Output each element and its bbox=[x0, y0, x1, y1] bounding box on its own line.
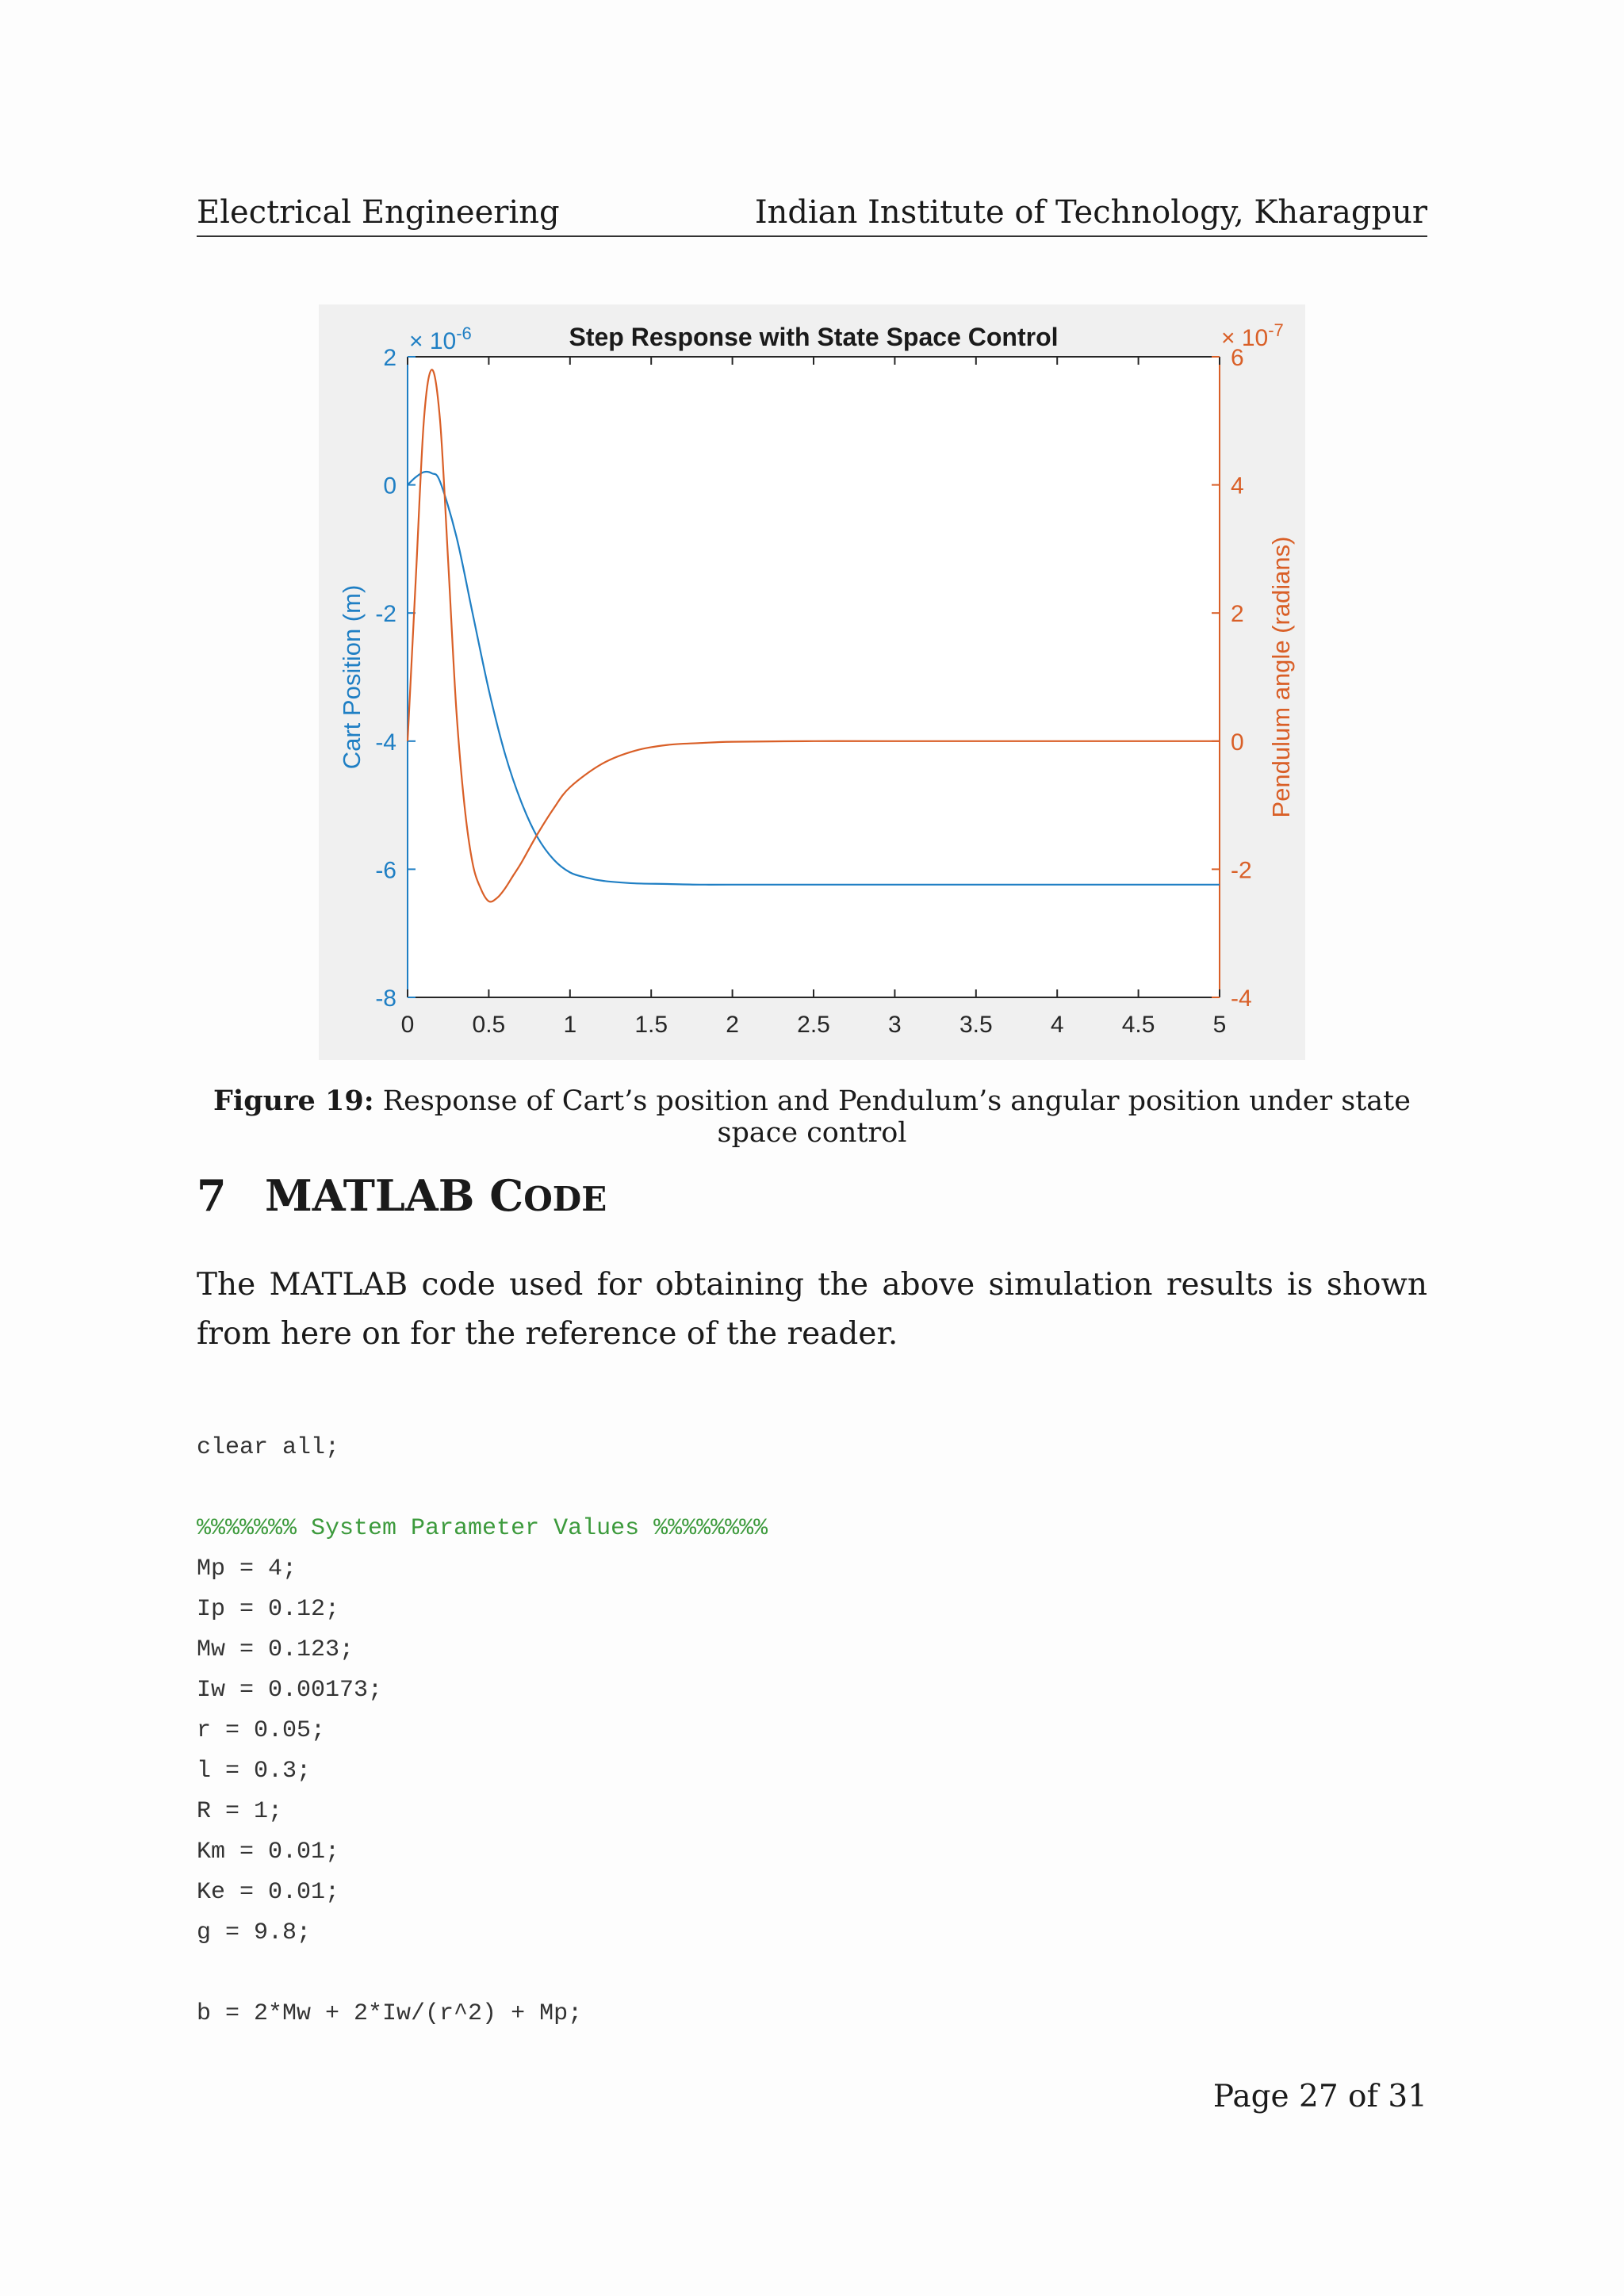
y-left-tick-label: -8 bbox=[375, 985, 396, 1012]
x-tick-label: 4.5 bbox=[1121, 1012, 1155, 1038]
code-line: Mw = 0.123; bbox=[197, 1636, 354, 1663]
x-tick-label: 1.5 bbox=[634, 1012, 668, 1038]
y-right-tick-label: 2 bbox=[1231, 601, 1244, 628]
x-tick-label: 2 bbox=[726, 1012, 739, 1038]
y-right-tick-label: 6 bbox=[1231, 345, 1244, 371]
plot-area bbox=[408, 357, 1220, 997]
code-line: Iw = 0.00173; bbox=[197, 1677, 383, 1704]
y-right-tick-label: -2 bbox=[1231, 857, 1252, 884]
y-right-label: Pendulum angle (radians) bbox=[1267, 536, 1295, 818]
code-line: g = 9.8; bbox=[197, 1919, 312, 1946]
y-right-tick-label: 0 bbox=[1231, 729, 1244, 756]
y-right-tick-label: 4 bbox=[1231, 473, 1244, 499]
figure-19 bbox=[319, 304, 1305, 1060]
x-tick-label: 0.5 bbox=[472, 1012, 506, 1038]
section-title-main: MATLAB C bbox=[265, 1170, 524, 1221]
section-heading bbox=[197, 1170, 607, 1221]
code-comment-line: %%%%%%% System Parameter Values %%%%%%%% bbox=[197, 1515, 768, 1542]
page-header bbox=[197, 194, 1427, 237]
y-left-tick-label: -6 bbox=[375, 857, 396, 884]
caption-text: Response of Cart’s position and Pendulum’s angular position under state space control bbox=[373, 1085, 1411, 1149]
header-department: Electrical Engineering bbox=[197, 194, 560, 231]
x-tick-label: 4 bbox=[1050, 1012, 1064, 1038]
code-line: b = 2*Mw + 2*Iw/(r^2) + Mp; bbox=[197, 2000, 583, 2027]
figure-caption bbox=[197, 1085, 1427, 1149]
y-right-exponent: × $10^{-7}$ bbox=[1221, 320, 1284, 351]
x-tick-label: 3.5 bbox=[959, 1012, 993, 1038]
code-line: Ke = 0.01; bbox=[197, 1879, 340, 1906]
y-left-label: Cart Position (m) bbox=[338, 584, 366, 770]
code-line: Ip = 0.12; bbox=[197, 1596, 340, 1623]
page-number: Page 27 of 31 bbox=[1212, 2079, 1427, 2114]
section-number: 7 bbox=[197, 1170, 227, 1221]
x-tick-label: 5 bbox=[1212, 1012, 1227, 1038]
code-line: R = 1; bbox=[197, 1798, 283, 1825]
intro-paragraph: The MATLAB code used for obtaining the above simulation results is shown from here on for the reference of the reader. bbox=[197, 1267, 1427, 1352]
y-left-exponent: × $10^{-6}$ bbox=[409, 323, 472, 354]
code-line: Km = 0.01; bbox=[197, 1839, 340, 1866]
code-line: l = 0.3; bbox=[197, 1758, 312, 1785]
y-left-tick-label: -2 bbox=[375, 601, 396, 628]
x-tick-label: 1 bbox=[563, 1012, 577, 1038]
caption-label: Figure 19: bbox=[213, 1085, 374, 1117]
code-line: clear all; bbox=[197, 1434, 340, 1461]
x-tick-label: 0 bbox=[400, 1012, 415, 1038]
header-institute: Indian Institute of Technology, Kharagpur bbox=[754, 194, 1427, 231]
code-line: Mp = 4; bbox=[197, 1556, 297, 1582]
step-response-chart bbox=[319, 304, 1305, 1060]
x-tick-label: 2.5 bbox=[797, 1012, 830, 1038]
code-line: r = 0.05; bbox=[197, 1717, 326, 1744]
chart-title: Step Response with State Space Control bbox=[569, 323, 1059, 351]
y-right-tick-label: -4 bbox=[1231, 985, 1252, 1012]
y-left-tick-label: -4 bbox=[375, 729, 396, 756]
y-left-tick-label: 0 bbox=[383, 473, 396, 499]
x-tick-label: 3 bbox=[888, 1012, 902, 1038]
section-title-smallcaps: ODE bbox=[523, 1180, 607, 1219]
y-left-tick-label: 2 bbox=[383, 345, 396, 371]
